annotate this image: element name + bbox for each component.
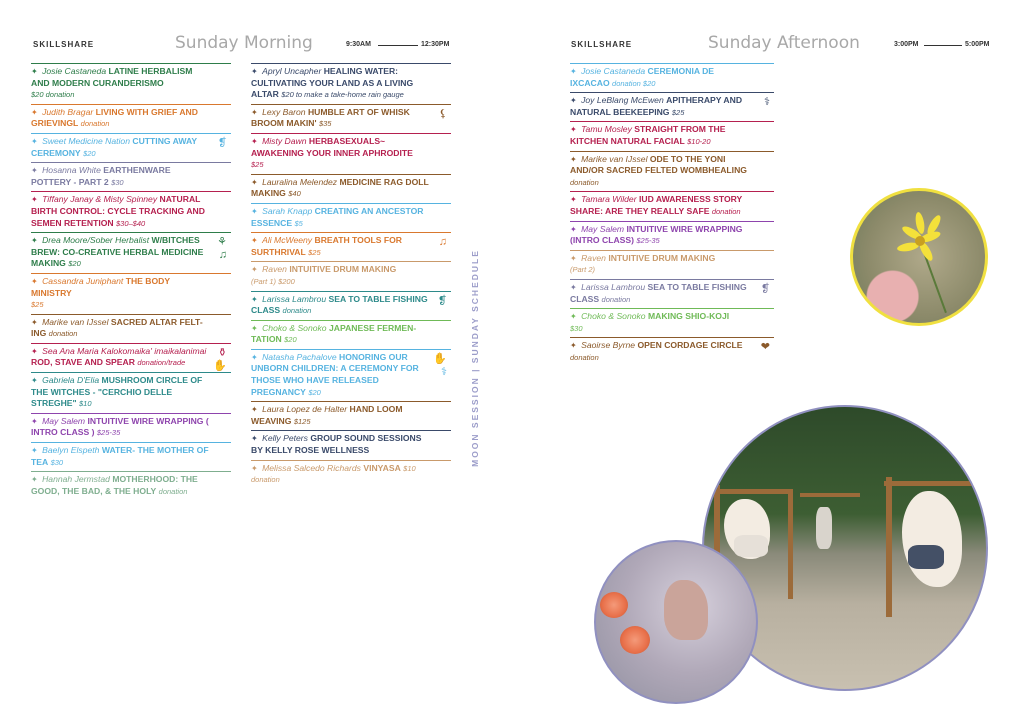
session-title: OPEN CORDAGE CIRCLE xyxy=(637,340,743,351)
session-price: $25-35 xyxy=(96,428,121,438)
presenter-name: Cassandra Juniphant xyxy=(42,275,124,286)
session-title: SACRED ALTAR FELT-ING xyxy=(31,316,203,339)
star-icon: ✦ xyxy=(31,236,38,246)
session-title: IUD AWARENESS STORY SHARE: ARE THEY REALLY SAFE xyxy=(570,194,743,216)
herb-icon: ⚘ xyxy=(217,236,227,249)
left-header xyxy=(0,34,470,54)
bottle-icon: ⚱ xyxy=(217,346,227,359)
loom-frame xyxy=(800,493,860,497)
presenter-name: Raven xyxy=(581,252,606,263)
star-icon: ✦ xyxy=(31,416,38,426)
presenter-name: Natasha Pachalove xyxy=(262,351,337,362)
session-price: $125 xyxy=(293,416,311,426)
list-item xyxy=(251,320,451,349)
star-icon: ✦ xyxy=(570,154,577,164)
star-icon: ✦ xyxy=(31,475,38,485)
list-item xyxy=(570,221,774,250)
star-icon: ✦ xyxy=(570,312,577,322)
presenter-name: Choko & Sonoko xyxy=(262,322,327,333)
star-icon: ✦ xyxy=(251,294,258,304)
star-icon: ✦ xyxy=(251,136,258,146)
list-item xyxy=(251,460,451,489)
session-title: HEALING WATER: CULTIVATING YOUR LAND AS A LIVING ALTAR xyxy=(251,66,414,100)
session-title: LATINE HERBALISM AND MODERN CURANDERISMO xyxy=(31,66,193,88)
right-column-1 xyxy=(570,63,774,366)
list-item xyxy=(251,133,451,174)
presenter-name: Kelly Peters xyxy=(262,433,308,444)
star-icon: ✦ xyxy=(251,67,258,76)
presenter-name: Misty Dawn xyxy=(262,135,307,146)
session-price: donation xyxy=(282,306,312,316)
session-price: $25 xyxy=(31,300,44,310)
session-price: $20 xyxy=(284,335,297,345)
session-price: $25 xyxy=(308,247,321,257)
list-item xyxy=(31,162,231,191)
session-title: ODE TO THE YONI AND/OR SACRED FELTED WOMBHEALING xyxy=(570,153,747,176)
list-item xyxy=(31,442,231,471)
list-item xyxy=(31,232,231,273)
time-end: 5:00PM xyxy=(965,41,990,48)
star-icon: ✦ xyxy=(31,446,38,456)
list-item xyxy=(570,250,774,279)
session-title: CREATING AN ANCESTOR ESSENCE xyxy=(251,205,424,228)
list-item xyxy=(251,232,451,261)
list-item xyxy=(251,261,451,290)
star-icon: ✦ xyxy=(570,67,577,76)
star-icon: ✦ xyxy=(251,323,258,333)
session-title: SEA TO TABLE FISHING CLASS xyxy=(251,293,428,316)
presenter-name: Josie Castaneda xyxy=(42,66,107,76)
session-price: donation xyxy=(80,119,110,129)
list-item xyxy=(31,314,231,343)
session-price: $10 xyxy=(79,399,92,409)
presenter-name: Hannah Jermstad xyxy=(42,474,110,485)
session-price: donation xyxy=(48,329,78,339)
star-icon: ✦ xyxy=(31,107,38,117)
list-item xyxy=(570,279,774,308)
list-item xyxy=(570,191,774,220)
broom-icon: ⚸ xyxy=(438,107,447,120)
session-price: $35 xyxy=(318,119,332,129)
star-icon: ✦ xyxy=(31,166,38,176)
list-item xyxy=(251,174,451,203)
session-price: donation $20 xyxy=(612,78,656,88)
list-item xyxy=(31,191,231,232)
list-item xyxy=(251,430,451,459)
list-item xyxy=(570,63,774,92)
list-item xyxy=(251,63,451,104)
session-price: donation xyxy=(570,177,599,187)
gutter-label xyxy=(468,240,482,480)
session-title: INTUITIVE WIRE WRAPPING (INTRO CLASS) xyxy=(570,223,743,246)
star-icon: ✦ xyxy=(251,463,258,473)
star-icon: ✦ xyxy=(31,346,38,356)
session-title: ROD, STAVE AND SPEAR xyxy=(31,357,135,368)
left-column-1 xyxy=(31,63,231,500)
presenter-name: Tamara Wilder xyxy=(581,194,637,205)
session-title: HONORING OUR UNBORN CHILDREN: A CEREMONY FOR THOSE WHO HAVE RELEASED PREGNANCY xyxy=(251,351,419,397)
list-item xyxy=(251,203,451,232)
session-price: donation xyxy=(711,206,741,216)
session-price: $20 xyxy=(68,259,81,269)
time-line xyxy=(378,45,418,46)
session-price: $25 xyxy=(251,160,264,170)
session-price: (Part 2) xyxy=(570,265,596,275)
session-price: $20 donation xyxy=(31,90,75,100)
presenter-name: Saoirse Byrne xyxy=(581,340,636,351)
star-icon: ✦ xyxy=(31,67,38,76)
session-price: $25 xyxy=(671,107,685,117)
presenter-name: May Salem xyxy=(42,415,86,426)
list-item xyxy=(31,413,231,442)
session-price: $30–$40 xyxy=(116,218,146,228)
list-item xyxy=(570,308,774,337)
session-price: donation xyxy=(158,486,188,496)
presenter-name: Tiffany Janay & Misty Spinney xyxy=(42,194,158,205)
brand-label: SKILLSHARE xyxy=(33,40,95,49)
wool-fleece xyxy=(902,491,962,587)
flower-photo xyxy=(850,188,988,326)
star-icon: ✦ xyxy=(570,224,577,234)
presenter-name: Sweet Medicine Nation xyxy=(42,135,130,146)
session-price: $25-35 xyxy=(636,236,660,246)
session-title: INTUITIVE WIRE WRAPPING ( INTRO CLASS ) xyxy=(31,415,209,438)
star-icon: ✦ xyxy=(251,177,258,187)
list-item xyxy=(31,471,231,500)
presenter-name: Raven xyxy=(262,264,287,275)
session-title: MOTHERHOOD: THE GOOD, THE BAD, & THE HOLY xyxy=(31,474,198,496)
star-icon: ✦ xyxy=(251,405,258,415)
session-title: CUTTING AWAY CEREMONY xyxy=(31,135,198,158)
heart-hand-icon: ❤ xyxy=(760,341,770,354)
session-title: THE BODY MINISTRY xyxy=(31,275,170,298)
session-price: $20 xyxy=(308,387,321,397)
music-note-icon: ♫ xyxy=(438,236,447,249)
session-title: HUMBLE ART OF WHISK BROOM MAKIN' xyxy=(251,106,410,129)
presenter-name: May Salem xyxy=(581,223,625,234)
presenter-name: Baelyn Elspeth xyxy=(42,445,100,456)
star-icon: ✦ xyxy=(251,206,258,216)
session-title: NATURAL BIRTH CONTROL: CYCLE TRACKING AND SEMEN RETENTION xyxy=(31,194,205,228)
presenter-name: Ali McWeeny xyxy=(262,235,313,246)
star-icon: ✦ xyxy=(31,195,38,205)
session-title: HAND LOOM WEAVING xyxy=(251,404,403,426)
presenter-name: Lexy Baron xyxy=(262,106,306,117)
list-item xyxy=(570,92,774,121)
time-start: 9:30AM xyxy=(346,41,371,48)
list-item xyxy=(31,343,231,372)
session-title: EARTHENWARE POTTERY - PART 2 xyxy=(31,165,171,187)
session-title: HERBASEXUALS~ AWAKENING YOUR INNER APHRODITE xyxy=(251,135,413,158)
presenter-name: Marike van IJssel xyxy=(42,316,109,327)
star-icon: ✦ xyxy=(251,107,258,117)
star-icon: ✦ xyxy=(31,136,38,146)
session-price: $5 xyxy=(294,218,303,228)
presenter-name: Tamu Mosley xyxy=(581,124,632,135)
list-item xyxy=(570,151,774,192)
left-column-2 xyxy=(251,63,451,489)
dropper-icon: ❡ xyxy=(217,136,227,149)
session-title: JAPANESE FERMEN-TATION xyxy=(251,322,417,345)
rose-flower xyxy=(600,592,628,618)
list-item xyxy=(31,273,231,314)
star-icon: ✦ xyxy=(251,434,258,444)
session-title: INTUITIVE DRUM MAKING xyxy=(608,252,716,263)
session-title: WATER- THE MOTHER OF TEA xyxy=(31,445,209,467)
loom-frame xyxy=(712,489,792,494)
session-price: $30 xyxy=(111,177,124,187)
hook-icon: ❡ xyxy=(437,294,447,307)
presenter-name: Choko & Sonoko xyxy=(581,311,646,322)
presenter-name: Josie Castaneda xyxy=(581,66,646,76)
session-title: MUSHROOM CIRCLE OF THE WITCHES - "CERCHIO DELLE STREGHE" xyxy=(31,375,203,409)
session-title: MEDICINE RAG DOLL MAKING xyxy=(251,176,429,199)
list-item xyxy=(251,291,451,320)
session-price: (Part 1) $200 xyxy=(251,276,295,286)
presenter-name: Sea Ana Maria Kalokomaika' imaikalanimai xyxy=(42,345,207,356)
presenter-name: Lauralina Melendez xyxy=(262,176,338,187)
loom-frame xyxy=(788,489,793,599)
list-item xyxy=(570,337,774,366)
session-price: donation xyxy=(570,352,599,362)
session-title: VINYASA xyxy=(363,462,401,473)
page-title: Sunday Morning xyxy=(175,33,313,53)
star-icon: ✦ xyxy=(251,265,258,275)
list-item xyxy=(31,372,231,413)
session-title: BREATH TOOLS FOR SURTHRIVAL xyxy=(251,235,403,257)
session-title: STRAIGHT FROM THE KITCHEN NATURAL FACIAL xyxy=(570,124,726,146)
presenter-name: Larissa Lambrou xyxy=(581,281,646,292)
star-icon: ✦ xyxy=(31,376,38,386)
time-start: 3:00PM xyxy=(894,41,919,48)
weaver-person xyxy=(816,507,832,549)
loom-frame xyxy=(884,481,974,486)
list-item xyxy=(570,121,774,150)
star-icon: ✦ xyxy=(570,253,577,263)
dropper-icon: ⚕ xyxy=(441,365,447,378)
presenter-name: Joy LeBlang McEwen xyxy=(581,95,664,106)
rose-flower xyxy=(620,626,650,654)
list-item xyxy=(31,63,231,104)
session-price: $40 xyxy=(288,189,301,199)
star-icon: ✦ xyxy=(31,276,38,286)
list-item xyxy=(31,104,231,133)
star-icon: ✦ xyxy=(570,341,577,351)
session-title: APITHERAPY AND NATURAL BEEKEEPING xyxy=(570,95,743,117)
hook-icon: ❡ xyxy=(760,282,770,295)
right-header xyxy=(512,34,1002,54)
presenter-name: Drea Moore/Sober Herbalist xyxy=(42,235,150,246)
list-item xyxy=(251,401,451,430)
gutter-text: MOON SESSION | SUNDAY SCHEDULE xyxy=(470,249,480,467)
session-price: $30 xyxy=(570,323,583,333)
presenter-name: Laura Lopez de Halter xyxy=(262,404,348,415)
time-line xyxy=(924,45,962,46)
flower-center xyxy=(915,236,925,246)
session-title: LIVING WITH GRIEF AND GRIEVINGL xyxy=(31,106,198,129)
session-price: donation/trade xyxy=(137,358,186,368)
session-price: $20 xyxy=(83,148,96,158)
session-title: CEREMONIA DE IXCACAO xyxy=(570,66,715,88)
loom-frame xyxy=(886,477,892,617)
session-price: donation xyxy=(601,294,631,304)
presenter-name: Hosanna White xyxy=(42,165,101,176)
presenter-name: Melissa Salcedo Richards xyxy=(262,462,361,473)
weaver-person xyxy=(734,535,768,557)
star-icon: ✦ xyxy=(570,282,577,292)
star-icon: ✦ xyxy=(251,352,258,362)
list-item xyxy=(251,349,451,401)
star-icon: ✦ xyxy=(570,125,577,135)
session-title: W/BITCHES BREW: CO-CREATIVE HERBAL MEDICINE MAKING xyxy=(31,235,204,269)
session-price: $30 xyxy=(50,457,64,467)
session-price: $10 donation xyxy=(251,463,416,485)
session-title: GROUP SOUND SESSIONS BY KELLY ROSE WELLNESS xyxy=(251,433,422,456)
session-title: INTUITIVE DRUM MAKING xyxy=(289,264,397,275)
session-price: $20 to make a take-home rain gauge xyxy=(281,90,404,100)
session-title: MAKING SHIO-KOJI xyxy=(647,311,730,322)
star-icon: ✦ xyxy=(251,236,258,246)
time-end: 12:30PM xyxy=(421,41,450,48)
dropper-icon: ⚕ xyxy=(764,96,770,109)
presenter-name: Larissa Lambrou xyxy=(262,293,327,304)
water-photo xyxy=(594,540,758,704)
session-price: $10-20 xyxy=(687,136,711,146)
presenter-name: Gabriela D'Elia xyxy=(42,375,100,386)
presenter-name: Judith Bragar xyxy=(42,106,94,117)
star-icon: ✦ xyxy=(570,96,577,106)
star-icon: ✦ xyxy=(31,317,38,327)
star-icon: ✦ xyxy=(570,195,577,205)
weaver-person xyxy=(908,545,944,569)
list-item xyxy=(31,133,231,162)
hand-icon: ✋ xyxy=(433,352,447,365)
presenter-name: Marike van IJssel xyxy=(581,153,648,164)
list-item xyxy=(251,104,451,133)
presenter-name: Apryl Uncapher xyxy=(262,66,322,76)
brand-label: SKILLSHARE xyxy=(571,40,633,49)
hand-shape xyxy=(664,580,708,640)
page-title: Sunday Afternoon xyxy=(708,33,860,53)
presenter-name: Sarah Knapp xyxy=(262,205,313,216)
session-title: SEA TO TABLE FISHING CLASS xyxy=(570,281,747,304)
music-note-icon: ♫ xyxy=(218,249,227,262)
hand-icon: ✋ xyxy=(213,359,227,372)
